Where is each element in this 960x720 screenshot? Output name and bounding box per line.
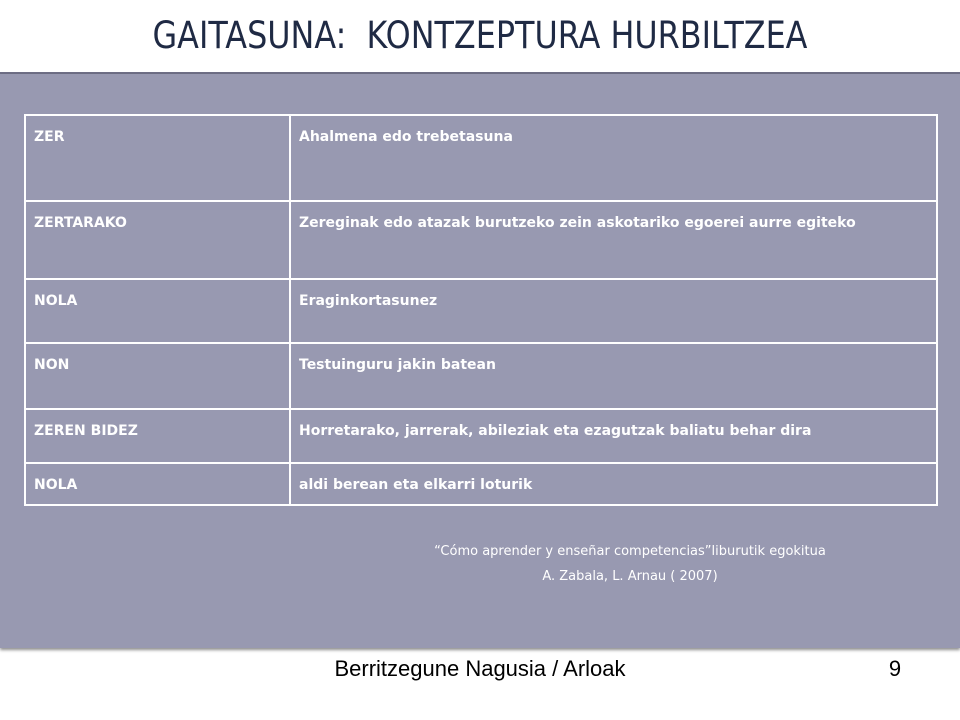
row-value: Ahalmena edo trebetasuna [290, 115, 937, 201]
footer-organization: Berritzegune Nagusia / Arloak [334, 656, 626, 681]
row-value: Horretarako, jarrerak, abileziak eta ezagutzak baliatu behar dira [290, 409, 937, 463]
row-key: NON [25, 343, 290, 409]
row-value: Testuinguru jakin batean [290, 343, 937, 409]
table-row [25, 409, 937, 463]
citation-source: “Cómo aprender y enseñar competencias”liburutik egokitua [434, 544, 826, 559]
row-key: NOLA [25, 279, 290, 343]
row-key: NOLA [25, 463, 290, 505]
table-row [25, 201, 937, 279]
table-row [25, 343, 937, 409]
table-row [25, 279, 937, 343]
row-key: ZEREN BIDEZ [25, 409, 290, 463]
table-row [25, 115, 937, 201]
row-value: Eraginkortasunez [290, 279, 937, 343]
row-value: aldi berean eta elkarri loturik [290, 463, 937, 505]
page-number: 9 [888, 656, 902, 681]
row-key: ZER [25, 115, 290, 201]
slide-title: GAITASUNA: KONTZEPTURA HURBILTZEA [152, 14, 808, 57]
citation-authors: A. Zabala, L. Arnau ( 2007) [542, 569, 718, 584]
row-value: Zereginak edo atazak burutzeko zein askotariko egoerei aurre egiteko [290, 201, 937, 279]
row-key: ZERTARAKO [25, 201, 290, 279]
definition-table [24, 114, 938, 506]
table-row [25, 463, 937, 505]
